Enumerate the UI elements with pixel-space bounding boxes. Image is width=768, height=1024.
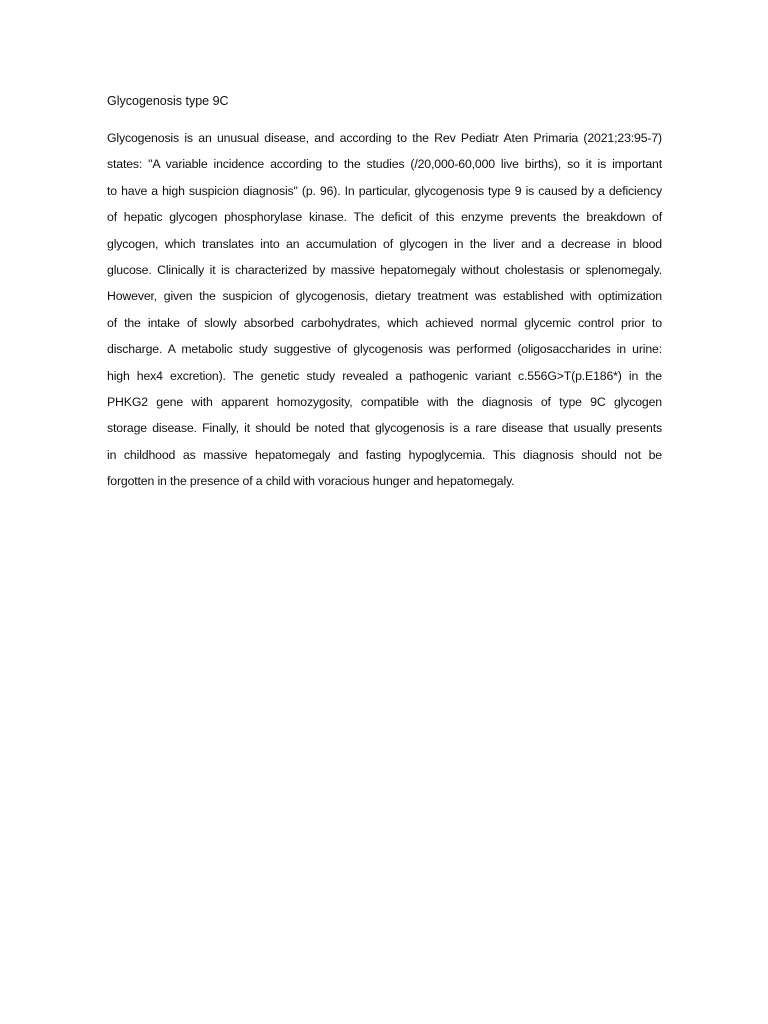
paragraph-line: glycogen, which translates into an accumulation of glycogen in the liver and a decrease in blood <box>107 236 662 251</box>
paragraph-line: glucose. Clinically it is characterized by massive hepatomegaly without cholestasis or splenomegaly. <box>107 262 662 277</box>
paragraph-line: Glycogenosis is an unusual disease, and according to the Rev Pediatr Aten Primaria (2021;23:95-7) <box>107 131 662 145</box>
document-body-paragraph <box>107 125 662 494</box>
paragraph-line: to have a high suspicion diagnosis" (p. 96). In particular, glycogenosis type 9 is caused by a deficiency <box>107 183 662 198</box>
paragraph-line: states: "A variable incidence according to the studies (/20,000-60,000 live births), so it is important <box>107 157 662 172</box>
paragraph-line: of hepatic glycogen phosphorylase kinase. The deficit of this enzyme prevents the breakdown of <box>107 210 662 225</box>
paragraph-line: PHKG2 gene with apparent homozygosity, compatible with the diagnosis of type 9C glycogen <box>107 394 662 409</box>
paragraph-line: high hex4 excretion). The genetic study revealed a pathogenic variant c.556G>T(p.E186*) in the <box>107 368 662 383</box>
paragraph-line: storage disease. Finally, it should be noted that glycogenosis is a rare disease that usually presents <box>107 421 662 436</box>
document-title: Glycogenosis type 9C <box>107 94 229 108</box>
paragraph-line: forgotten in the presence of a child with voracious hunger and hepatomegaly. <box>107 474 515 489</box>
paragraph-line: However, given the suspicion of glycogenosis, dietary treatment was established with optimization <box>107 289 662 304</box>
paragraph-line: of the intake of slowly absorbed carbohydrates, which achieved normal glycemic control prior to <box>107 315 662 330</box>
paragraph-line: in childhood as massive hepatomegaly and fasting hypoglycemia. This diagnosis should not be <box>107 447 662 462</box>
paragraph-line: discharge. A metabolic study suggestive of glycogenosis was performed (oligosaccharides in urine: <box>107 342 662 357</box>
